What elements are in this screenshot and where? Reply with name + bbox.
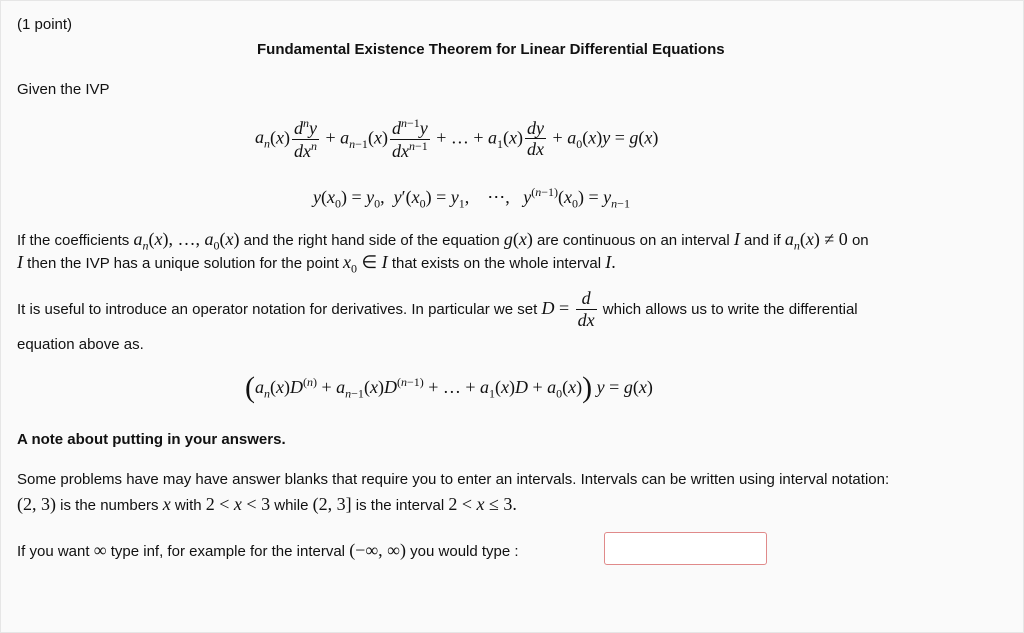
operator-line-2: equation above as.: [17, 336, 144, 353]
operator-line-1: It is useful to introduce an operator notation for derivatives. In particular we set D = $\frac{d}{dx}$ which allows us to write the differential: [17, 288, 858, 330]
theorem-text: are continuous on an interval: [537, 232, 730, 249]
note-heading: A note about putting in your answers.: [17, 431, 286, 448]
note-text: while: [274, 497, 309, 514]
ode-equation: $a_n(x)$ $\frac{d^ny}{dx^n}$ + $a_{n-1}(x)$ $\frac{d^{n-1}y}{dx^{n-1}}$ + … + $a_1(x)$ $\frac{dy}{dx}$ + $a_0(x)y = g(x)$: [255, 116, 659, 161]
theorem-text: and the right hand side of the equation: [243, 232, 500, 249]
note-text: with: [174, 497, 202, 514]
operator-text: which allows us to write the differential: [602, 300, 858, 318]
theorem-text: that exists on the whole interval: [391, 255, 602, 272]
operator-text: It is useful to introduce an operator notation for derivatives. In particular we set: [17, 300, 538, 318]
theorem-text: and if: [744, 232, 781, 249]
note-text: is the interval: [355, 497, 445, 514]
theorem-line-1: If the coefficients $a_n(x)$, …, $a_0(x)$ and the right hand side of the equation g(x) are continuous on an interval I and if $a_n(x) \ne 0$ on: [17, 229, 869, 253]
note-line-2: (2, 3) is the numbers x with 2 < x < 3 while (2, 3] is the interval 2 < x ≤ 3.: [17, 494, 517, 514]
answer-input[interactable]: [604, 532, 767, 565]
theorem-text: If the coefficients: [17, 232, 130, 249]
problem-title: Fundamental Existence Theorem for Linear Differential Equations: [257, 41, 725, 58]
inf-text: If you want: [17, 543, 90, 560]
inf-text: type inf, for example for the interval: [110, 543, 346, 560]
theorem-line-2: I then the IVP has a unique solution for the point $x_0$ ∈ I that exists on the whole interval I.: [17, 252, 616, 276]
theorem-text: then the IVP has a unique solution for the point: [27, 255, 339, 272]
initial-conditions: $y(x_0) = y_0$, $y'(x_0) = y_1$, ⋯, $y^{(n-1)}(x_0) = y_{n-1}$: [313, 185, 630, 211]
inf-text: you would type :: [410, 543, 519, 560]
inf-instruction: If you want ∞ type inf, for example for the interval (−∞, ∞) you would type :: [17, 540, 519, 560]
note-text: is the numbers: [60, 497, 159, 514]
points-label: (1 point): [17, 16, 73, 33]
theorem-text: on: [851, 232, 869, 249]
given-label: Given the IVP: [17, 81, 110, 98]
note-line-1: Some problems have may have answer blanks that require you to enter an intervals. Intervals can be written using interval notation:: [17, 471, 890, 488]
operator-equation: ($a_n(x)D^{(n)} + a_{n-1}(x)D^{(n-1)}$ + … + $a_1(x)D + a_0(x)$) y = g(x): [245, 371, 653, 404]
